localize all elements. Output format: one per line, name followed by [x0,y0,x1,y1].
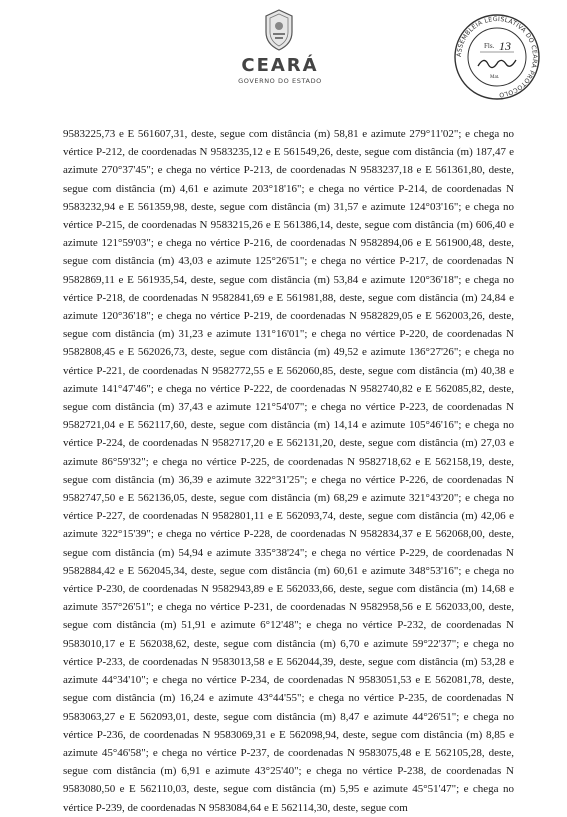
page-header [0,0,567,120]
stamp-signature [478,60,516,68]
state-crest-icon [262,8,296,52]
stamp-fls-label: Fls. [484,42,495,50]
body-paragraph: 9583225,73 e E 561607,31, deste, segue com distância (m) 58,81 e azimute 279°11'02"; e chega no vértice P-212, de coordenadas N 9583235,12 e E 561549,26, deste, segue com distância (m) 187,47 e azimute 270°37'45"; e chega no vértice P-213, de coordenadas N 9583237,18 e E 561361,80, deste, segue com distância (m) 4,61 e azimute 203°18'16"; e chega no vértice P-214, de coordenadas N 9583232,94 e E 561359,98, deste, segue com distância (m) 31,57 e azimute 124°03'16"; e chega no vértice P-215, de coordenadas N 9583215,26 e E 561386,14, deste, segue com distância (m) 606,40 e azimute 121°59'03"; e chega no vértice P-216, de coordenadas N 9582894,06 e E 561900,48, deste, segue com distância (m) 43,03 e azimute 125°26'51"; e chega no vértice P-217, de coordenadas N 9582869,11 e E 561935,54, deste, segue com distância (m) 53,84 e azimute 120°36'18"; e chega no vértice P-218, de coordenadas N 9582841,69 e E 561981,88, deste, segue com distância (m) 24,84 e azimute 120°36'18"; e chega no vértice P-219, de coordenadas N 9582829,05 e E 562003,26, deste, segue com distância (m) 31,23 e azimute 131°16'01"; e chega no vértice P-220, de coordenadas N 9582808,45 e E 562026,73, deste, segue com distância (m) 49,52 e azimute 136°27'26"; e chega no vértice P-221, de coordenadas N 9582772,55 e E 562060,85, deste, segue com distância (m) 40,38 e azimute 141°47'46"; e chega no vértice P-222, de coordenadas N 9582740,82 e E 562085,82, deste, segue com distância (m) 37,43 e azimute 121°54'07"; e chega no vértice P-223, de coordenadas N 9582721,04 e E 562117,60, deste, segue com distância (m) 14,14 e azimute 105°46'16"; e chega no vértice P-224, de coordenadas N 9582717,20 e E 562131,20, deste, segue com distância (m) 27,03 e azimute 86°59'32"; e chega no vértice P-225, de coordenadas N 9582718,62 e E 562158,19, deste, segue com distância (m) 36,39 e azimute 322°31'25"; e chega no vértice P-226, de coordenadas N 9582747,50 e E 562136,05, deste, segue com distância (m) 68,29 e azimute 321°43'20"; e chega no vértice P-227, de coordenadas N 9582801,11 e E 562093,74, deste, segue com distância (m) 42,06 e azimute 322°15'39"; e chega no vértice P-228, de coordenadas N 9582834,37 e E 562068,00, deste, segue com distância (m) 54,94 e azimute 335°38'24"; e chega no vértice P-229, de coordenadas N 9582884,42 e E 562045,34, deste, segue com distância (m) 60,61 e azimute 348°53'16"; e chega no vértice P-230, de coordenadas N 9582943,89 e E 562033,66, deste, segue com distância (m) 14,68 e azimute 357°26'51"; e chega no vértice P-231, de coordenadas N 9582958,56 e E 562033,00, deste, segue com distância (m) 51,91 e azimute 6°12'48"; e chega no vértice P-232, de coordenadas N 9583010,17 e E 562038,62, deste, segue com distância (m) 6,70 e azimute 59°22'37"; e chega no vértice P-233, de coordenadas N 9583013,58 e E 562044,39, deste, segue com distância (m) 53,28 e azimute 44°34'10"; e chega no vértice P-234, de coordenadas N 9583051,53 e E 562081,78, deste, segue com distância (m) 16,24 e azimute 43°44'55"; e chega no vértice P-235, de coordenadas N 9583063,27 e E 562093,01, deste, segue com distância (m) 8,47 e azimute 44°26'51"; e chega no vértice P-236, de coordenadas N 9583069,31 e E 562098,94, deste, segue com distância (m) 8,85 e azimute 45°46'58"; e chega no vértice P-237, de coordenadas N 9583075,48 e E 562105,28, deste, segue com distância (m) 6,91 e azimute 43°25'40"; e chega no vértice P-238, de coordenadas N 9583080,50 e E 562110,03, deste, segue com distância (m) 5,95 e azimute 45°51'47"; e chega no vértice P-239, de coordenadas N 9583084,64 e E 562114,30, deste, segue com [63,128,514,814]
stamp-page-number: 13 [499,39,511,53]
brand-title: CEARÁ [241,55,319,76]
stamp-ring-text: ASSEMBLEIA LEGISLATIVA DO CEARÁ PROTOCOLO [455,15,539,99]
document-body [63,125,514,817]
brand-subtitle: GOVERNO DO ESTADO [238,77,322,85]
stamp-mat-label: Mat. [490,75,500,80]
protocol-stamp [452,12,542,102]
state-logo [226,56,334,85]
